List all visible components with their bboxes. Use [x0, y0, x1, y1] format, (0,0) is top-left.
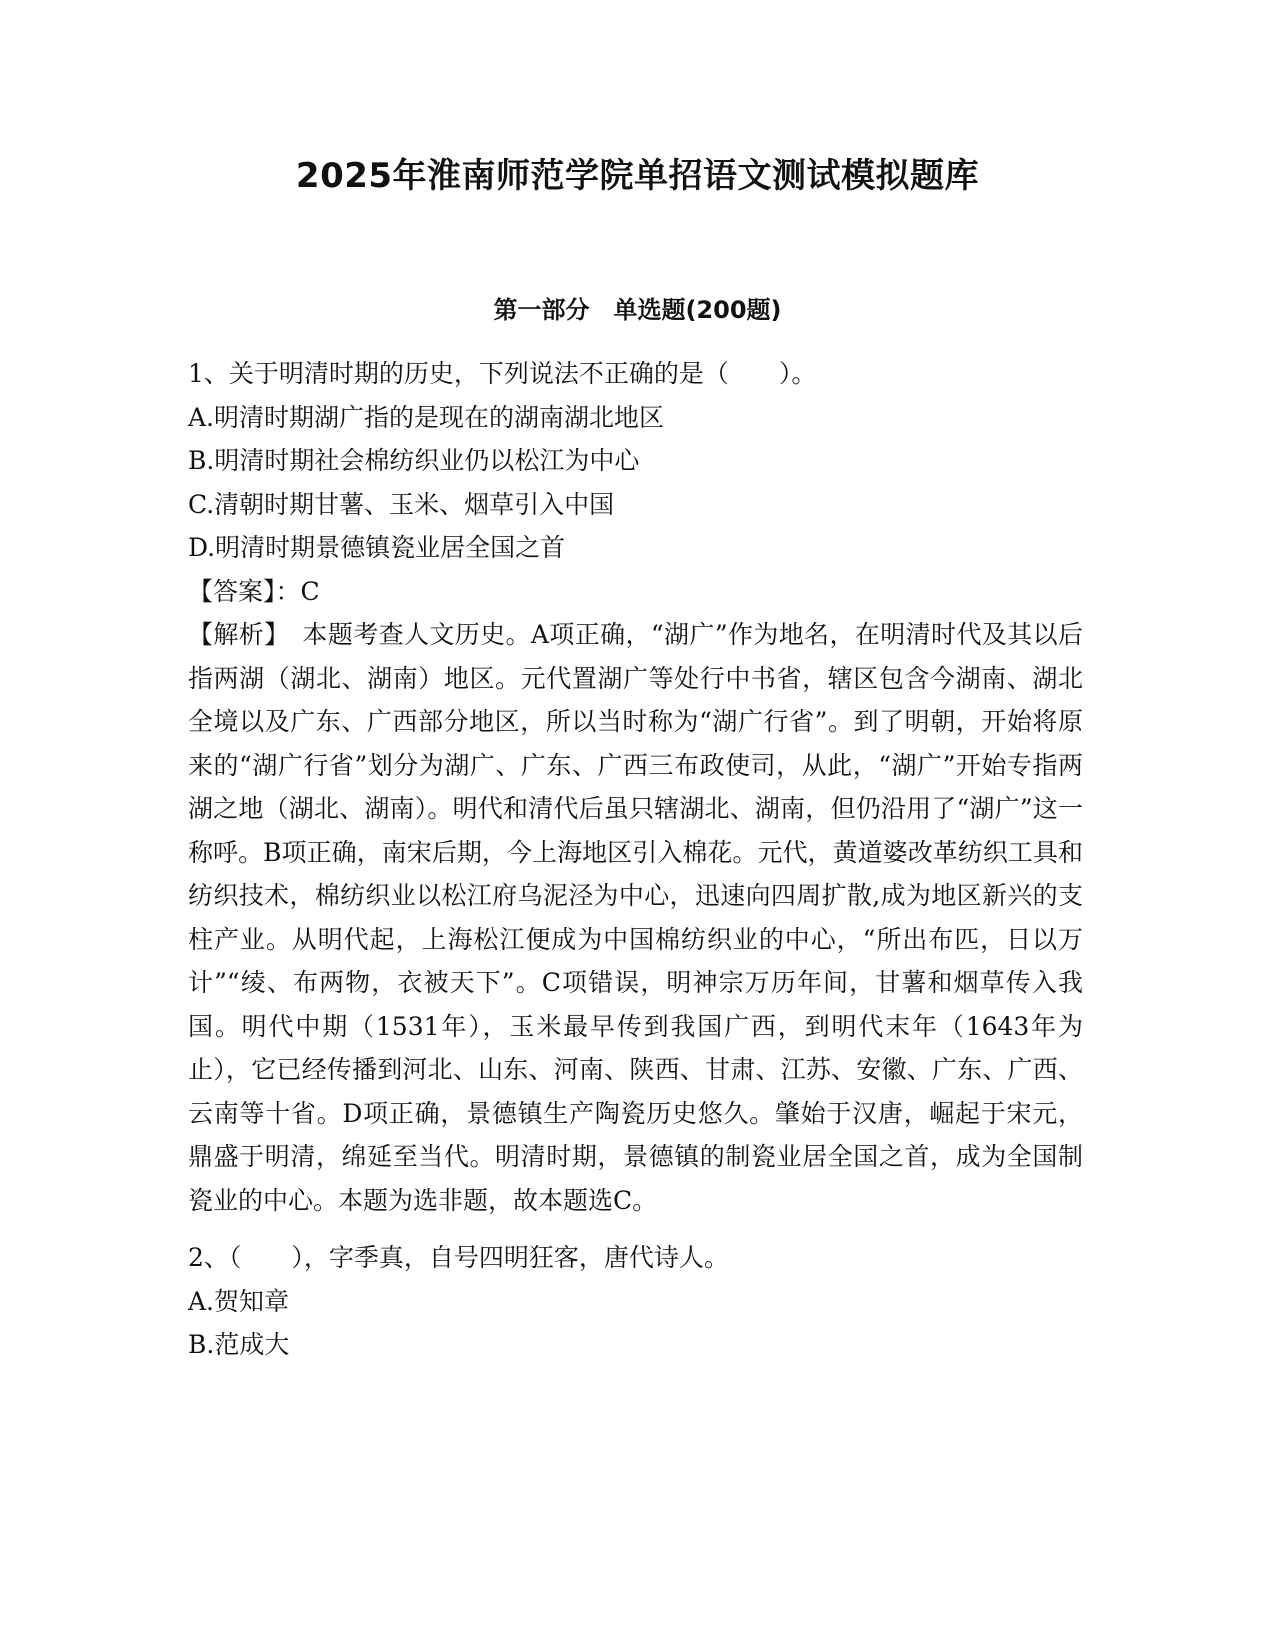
- question-2: [188, 1236, 1083, 1367]
- question-1-stem: 1、关于明清时期的历史，下列说法不正确的是（ ）。: [188, 359, 817, 388]
- question-2-stem: 2、（ ），字季真，自号四明狂客，唐代诗人。: [188, 1243, 729, 1272]
- question-1-option-a: A.明清时期湖广指的是现在的湖南湖北地区: [188, 402, 665, 432]
- explanation-text: 本题考查人文历史。A项正确，“湖广”作为地名，在明清时代及其以后指两湖（湖北、湖南）地区。元代置湖广等处行中书省，辖区包含今湖南、湖北全境以及广东、广西部分地区，所以当时称为“湖广行省”。到了明朝，开始将原来的“湖广行省”划分为湖广、广东、广西三布政使司，从此，“湖广”开始专指两湖之地（湖北、湖南）。明代和清代后虽只辖湖北、湖南，但仍沿用了“湖广”这一称呼。B项正确，南宋后期，今上海地区引入棉花。元代，黄道婆改革纺织工具和纺织技术，棉纺织业以松江府乌泥泾为中心，迅速向四周扩散,成为地区新兴的支柱产业。从明代起，上海松江便成为中国棉纺织业的中心，“所出布匹，日以万计”“绫、布两物，衣被天下”。C项错误，明神宗万历年间，甘薯和烟草传入我国。明代中期（1531年），玉米最早传到我国广西，到明代末年（1643年为止），它已经传播到河北、山东、河南、陕西、甘肃、江苏、安徽、广东、广西、云南等十省。D项正确，景德镇生产陶瓷历史悠久。肇始于汉唐，崛起于宋元，鼎盛于明清，绵延至当代。明清时期，景德镇的制瓷业居全国之首，成为全国制瓷业的中心。本题为选非题，故本题选C。: [188, 620, 1083, 1215]
- question-2-option-b: B.范成大: [188, 1330, 290, 1359]
- answer-value: C: [300, 576, 320, 606]
- question-1-answer-row: [188, 570, 1083, 614]
- question-1-option-b: B.明清时期社会棉纺织业仍以松江为中心: [188, 446, 640, 475]
- question-1-option-d: D.明清时期景德镇瓷业居全国之首: [188, 533, 566, 562]
- question-list: [188, 352, 1083, 1367]
- section-title: 第一部分 单选题(200题): [493, 296, 782, 324]
- explanation-label: 【解析】: [188, 620, 278, 649]
- document-title: 2025年淮南师范学院单招语文测试模拟题库: [295, 156, 980, 196]
- question-1: [188, 352, 1083, 1222]
- question-separator: [188, 1222, 1083, 1236]
- question-1-explanation: [188, 613, 1083, 1222]
- question-2-option-a: A.贺知章: [188, 1286, 290, 1316]
- question-1-option-c: C.清朝时期甘薯、玉米、烟草引入中国: [188, 489, 615, 519]
- answer-label: 【答案】：: [188, 576, 301, 606]
